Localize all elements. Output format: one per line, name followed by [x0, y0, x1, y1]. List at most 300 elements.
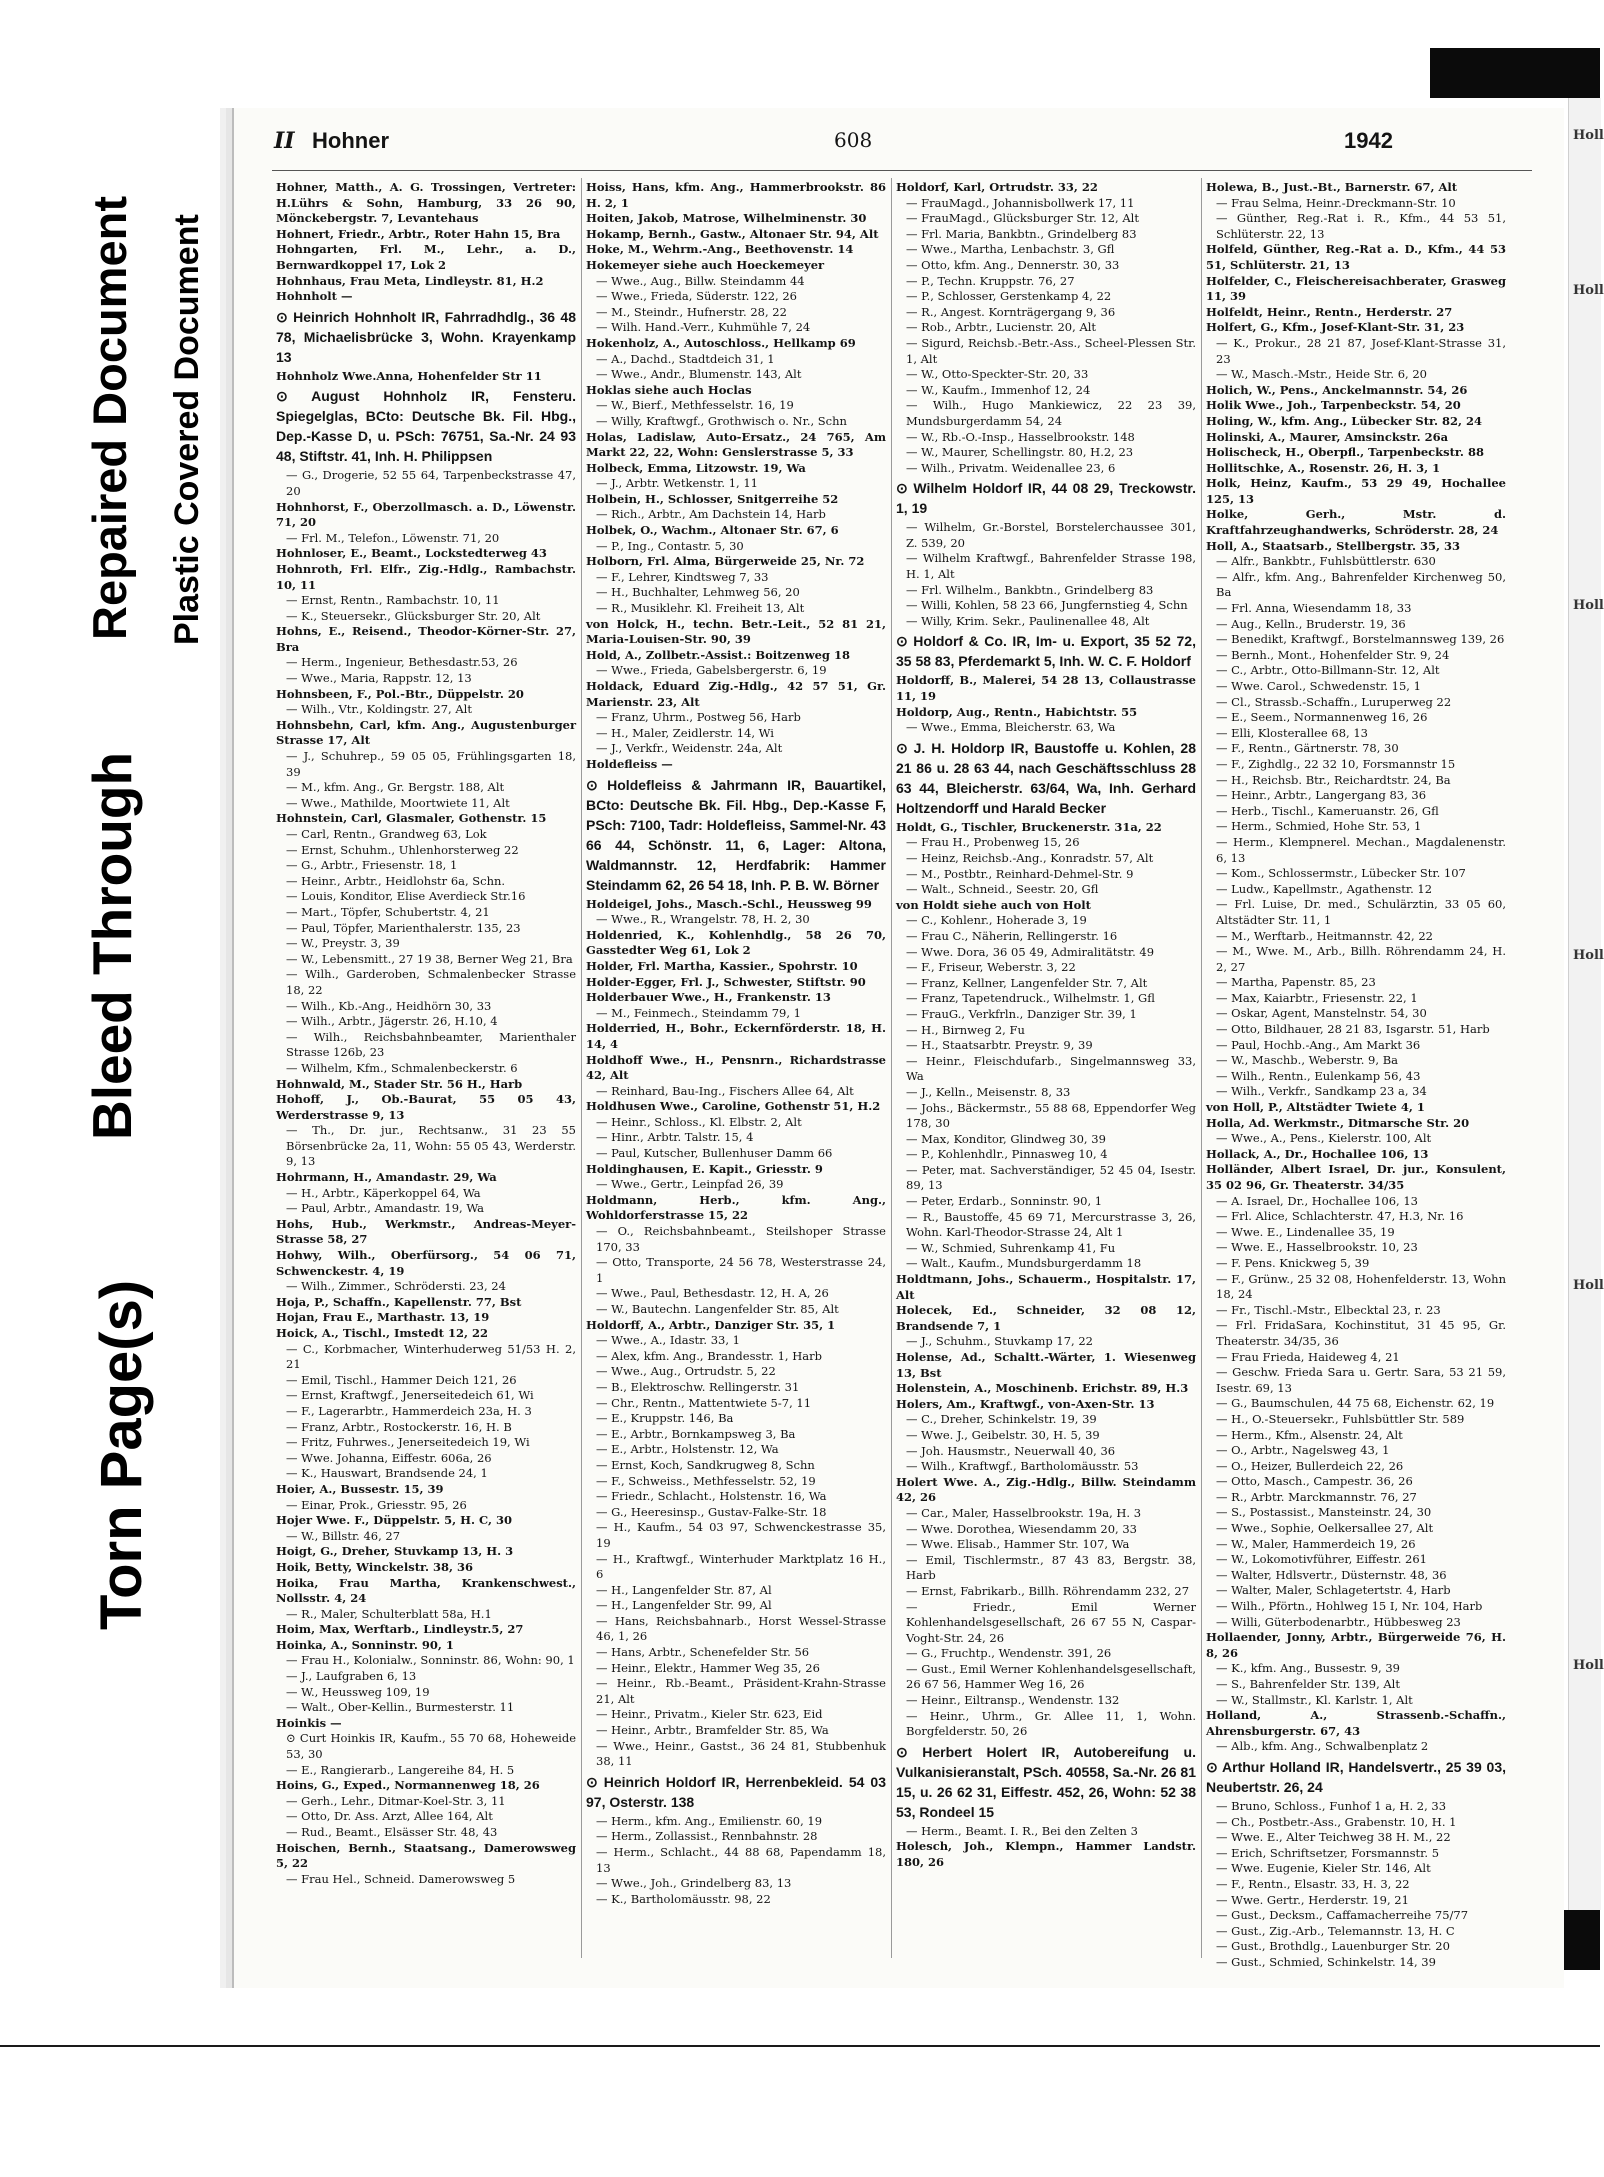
directory-entry: Hohnloser, E., Beamt., Lockstedterweg 43: [276, 546, 547, 561]
directory-entry: — E., Arbtr., Bornkampsweg 3, Ba: [596, 1426, 796, 1441]
directory-entry: — Ernst, Kraftwgf., Jenerseitedeich 61, Wi: [286, 1388, 534, 1403]
business-listing: ⊙ August Hohnholz IR, Fensteru. Spiegelglas, BCto: Deutsche Bk. Fil. Hbg., Dep.-Kasse D, u. PSch: 76751, Sa.-Nr. 24 93 48, Stiftstr. 41, Inh. H. Philippsen: [276, 388, 576, 465]
directory-entry: — Walter, Hdlsvertr., Düsternstr. 48, 36: [1216, 1567, 1447, 1582]
directory-entry: — Peter, mat. Sachverständiger, 52 45 04, Isestr. 89, 13: [906, 1162, 1196, 1193]
directory-entry: — Franz, Arbtr., Rostockerstr. 16, H. B: [286, 1419, 512, 1434]
directory-entry: Holbek, O., Wachm., Altonaer Str. 67, 6: [586, 523, 839, 538]
directory-entry: Holdhusen Wwe., Caroline, Gothenstr 51, H.2: [586, 1099, 881, 1114]
directory-entry: — Walter, Maler, Schlagetertstr. 4, Harb: [1216, 1583, 1451, 1598]
directory-entry: — Wilh., Privatm. Weidenallee 23, 6: [906, 460, 1116, 475]
directory-entry: — M., Feinmech., Steindamm 79, 1: [596, 1005, 801, 1020]
directory-entry: — Frl. Wilhelm., Bankbtn., Grindelberg 83: [906, 582, 1154, 597]
directory-entry: — F., Schweiss., Methfesselstr. 52, 19: [596, 1473, 816, 1488]
directory-entry: — K., Hauswart, Brandsende 24, 1: [286, 1466, 488, 1481]
directory-entry: — Paul, Hochb.-Ang., Am Markt 36: [1216, 1037, 1421, 1052]
directory-entry: — Wilh., Pförtn., Hohlweg 15 I, Nr. 104, Harb: [1216, 1599, 1483, 1614]
directory-entry: — W., Schmied, Suhrenkamp 41, Fu: [906, 1240, 1116, 1255]
directory-entry: — FrauG., Verkfrln., Danziger Str. 39, 1: [906, 1006, 1137, 1021]
directory-entry: — Frau Selma, Heinr.-Dreckmann-Str. 10: [1216, 195, 1456, 210]
directory-entry: — W., Maschb., Weberstr. 9, Ba: [1216, 1053, 1398, 1068]
plastic-covered-stamp: Plastic Covered Document: [168, 214, 206, 645]
directory-entry: — Herm., Schmied, Hohe Str. 53, 1: [1216, 819, 1422, 834]
directory-entry: — J., Schuhm., Stuvkamp 17, 22: [906, 1334, 1093, 1349]
directory-entry: Hohnert, Friedr., Arbtr., Roter Hahn 15, Bra: [276, 226, 561, 241]
directory-entry: Holert Wwe. A., Zig.-Hdlg., Billw. Steindamm 42, 26: [896, 1474, 1196, 1505]
directory-entry: Hohnsbehn, Carl, kfm. Ang., Augustenburger Strasse 17, Alt: [276, 717, 576, 748]
directory-entry: — Peter, Erdarb., Sonninstr. 90, 1: [906, 1194, 1103, 1209]
scan-corner-mark: [1430, 48, 1600, 98]
directory-entry: — Alex, kfm. Ang., Brandesstr. 1, Harb: [596, 1348, 822, 1363]
directory-entry: von Holck, H., techn. Betr.-Leit., 52 81 21, Maria-Louisen-Str. 90, 39: [586, 616, 886, 647]
directory-entry: Holder-Egger, Frl. J., Schwester, Stiftstr. 90: [586, 974, 866, 989]
directory-entry: Holfeld, Günther, Reg.-Rat a. D., Kfm., 44 53 51, Schlüterstr. 21, 13: [1206, 242, 1506, 272]
business-listing: ⊙ Holdorf & Co. IR, Im- u. Export, 35 52 72, 35 58 83, Pferdemarkt 5, Inh. W. C. F. Holdorf: [896, 633, 1196, 670]
directory-entry: — Herm., Zollassist., Rennbahnstr. 28: [596, 1829, 818, 1844]
directory-entry: — S., Postassist., Mansteinstr. 24, 30: [1216, 1505, 1432, 1520]
directory-entry: — Herm., Ingenieur, Bethesdastr.53, 26: [286, 655, 518, 670]
directory-entry: Hohoff, J., Ob.-Baurat, 55 05 43, Werderstrasse 9, 13: [276, 1092, 576, 1122]
directory-entry: — Ernst, Fabrikarb., Billh. Röhrendamm 232, 27: [906, 1583, 1190, 1598]
directory-entry: — Johs., Bäckermstr., 55 88 68, Eppendorfer Weg 178, 30: [906, 1100, 1196, 1131]
directory-entry: — Mart., Töpfer, Schubertstr. 4, 21: [286, 904, 490, 919]
directory-entry: — Willi, Kohlen, 58 23 66, Jungfernstieg 4, Schn: [906, 598, 1188, 613]
directory-entry: Hojer Wwe. F., Düppelstr. 5, H. C, 30: [276, 1513, 512, 1528]
header-year: 1942: [1344, 128, 1393, 153]
directory-entry: — Max, Konditor, Glindweg 30, 39: [906, 1131, 1106, 1146]
adjacent-page-fragment: Holl: [1573, 128, 1604, 143]
directory-entry: — R., Musiklehr. Kl. Freiheit 13, Alt: [596, 601, 805, 616]
directory-entry: — Rob., Arbtr., Lucienstr. 20, Alt: [906, 320, 1097, 335]
directory-entry: Hokenholz, A., Autoschloss., Hellkamp 69: [586, 335, 856, 350]
directory-entry: — Frl. Luise, Dr. med., Schulärztin, 33 05 60, Altstädter Str. 11, 1: [1216, 897, 1506, 927]
directory-entry: Holdorf, Karl, Ortrudstr. 33, 22: [896, 180, 1098, 194]
directory-entry: — Erich, Schriftsetzer, Forsmannstr. 5: [1216, 1845, 1440, 1860]
directory-entry: Hoik, Betty, Winckelstr. 38, 36: [276, 1559, 474, 1574]
directory-entry: Holbeck, Emma, Litzowstr. 19, Wa: [586, 460, 806, 475]
business-listing: ⊙ Herbert Holert IR, Autobereifung u. Vulkanisieranstalt, PSch. 40558, Sa.-Nr. 26 81 15, u. 26 62 31, Eiffestr. 452, 26, Wohn: 52 38 53, Rondeel 15: [896, 1743, 1196, 1820]
directory-column-3: [896, 180, 1196, 1960]
directory-entry: — Paul, Töpfer, Marienthalerstr. 135, 23: [286, 920, 521, 935]
directory-entry: — F., Grünw., 25 32 08, Hohenfelderstr. 13, Wohn 18, 24: [1216, 1271, 1506, 1302]
adjacent-page-fragment: Holl: [1573, 948, 1604, 963]
directory-entry: — Wwe., Mathilde, Moortwiete 11, Alt: [286, 795, 510, 810]
directory-entry: — Wwe., Frieda, Gabelsbergerstr. 6, 19: [596, 663, 827, 678]
directory-entry: Holas, Ladislaw, Auto-Ersatz., 24 765, Am Markt 22, 22, Wohn: Genslerstrasse 5, 33: [586, 429, 886, 460]
directory-entry: Holdack, Eduard Zig.-Hdlg., 42 57 51, Gr. Marienstr. 23, Alt: [586, 679, 886, 709]
directory-entry: — Wwe., Joh., Grindelberg 83, 13: [596, 1876, 792, 1891]
directory-entry: — Wilh., Arbtr., Jägerstr. 26, H.10, 4: [286, 1014, 498, 1029]
directory-entry: von Holl, P., Altstädter Twiete 4, 1: [1206, 1100, 1425, 1115]
directory-entry: — H., Langenfelder Str. 87, Al: [596, 1582, 772, 1597]
column-divider: [581, 178, 582, 1958]
directory-entry: — Wilh. Hand.-Verr., Kuhmühle 7, 24: [596, 320, 811, 335]
directory-entry: — Otto, Dr. Ass. Arzt, Allee 164, Alt: [286, 1809, 493, 1824]
directory-entry: — S., Bahrenfelder Str. 139, Alt: [1216, 1677, 1400, 1691]
directory-entry: Holense, Ad., Schaltt.-Wärter, 1. Wiesenweg 13, Bst: [896, 1350, 1196, 1380]
directory-entry: — Herm., Kfm., Alsenstr. 24, Alt: [1216, 1427, 1403, 1442]
directory-entry: — Heinr., Arbtr., Langergang 83, 36: [1216, 788, 1427, 803]
directory-entry: — Walt., Ober-Kellin., Burmesterstr. 11: [286, 1700, 515, 1715]
directory-entry: — Frau H., Kolonialw., Sonninstr. 86, Wohn: 90, 1: [286, 1653, 575, 1668]
directory-entry: — Carl, Rentn., Grandweg 63, Lok: [286, 827, 487, 841]
directory-entry: — Wilh., Hugo Mankiewicz, 22 23 39, Mundsburgerdamm 54, 24: [906, 398, 1196, 428]
directory-entry: — Louis, Konditor, Elise Averdieck Str.16: [286, 889, 526, 904]
directory-entry: — O., Arbtr., Nagelsweg 43, 1: [1216, 1443, 1390, 1458]
directory-entry: — J., Kelln., Meisenstr. 8, 33: [906, 1084, 1071, 1099]
directory-entry: — Willy, Krim. Sekr., Paulinenallee 48, Alt: [906, 613, 1150, 628]
directory-entry: — Paul, Kutscher, Bullenhuser Damm 66: [596, 1146, 833, 1161]
directory-entry: Hoim, Max, Werftarb., Lindleystr.5, 27: [276, 1622, 524, 1637]
directory-entry: — Wwe., Frieda, Süderstr. 122, 26: [596, 289, 797, 304]
directory-entry: — M., Werftarb., Heitmannstr. 42, 22: [1216, 928, 1433, 943]
directory-entry: — Wwe. Carol., Schwedenstr. 15, 1: [1216, 679, 1421, 693]
business-listing: ⊙ Heinrich Hohnholt IR, Fahrradhdlg., 36 48 78, Michaelisbrücke 3, Wohn. Krayenkamp 13: [276, 308, 576, 365]
directory-entry: Holder, Frl. Martha, Kassier., Spohrstr. 10: [586, 958, 858, 973]
directory-entry: — Rich., Arbtr., Am Dachstein 14, Harb: [596, 507, 826, 522]
directory-entry: — Fritz, Fuhrwes., Jenerseitedeich 19, Wi: [286, 1435, 530, 1450]
directory-entry: Hoier, A., Bussestr. 15, 39: [276, 1481, 444, 1496]
directory-entry: — Gust., Decksm., Caffamacherreihe 75/77: [1216, 1908, 1469, 1923]
directory-entry: — Otto, kfm. Ang., Dennerstr. 30, 33: [906, 257, 1120, 272]
directory-entry: — E., Seem., Normannenweg 16, 26: [1216, 710, 1428, 725]
directory-entry: — W., Stallmstr., Kl. Karlstr. 1, Alt: [1216, 1692, 1413, 1707]
adjacent-page-fragment: Holl: [1573, 1278, 1604, 1293]
directory-entry: Holecek, Ed., Schneider, 32 08 12, Brandsende 7, 1: [896, 1303, 1196, 1333]
bleed-through-stamp: Bleed Through: [81, 751, 143, 1140]
directory-entry: — E., Arbtr., Holstenstr. 12, Wa: [596, 1442, 779, 1457]
directory-entry: — Hinr., Arbtr. Talstr. 15, 4: [596, 1130, 754, 1145]
directory-entry: — M., Steindr., Hufnerstr. 28, 22: [596, 304, 787, 319]
adjacent-page-fragment: Holl: [1573, 598, 1604, 613]
directory-entry: — Alfr., Bankbtr., Fuhlsbüttlerstr. 630: [1216, 554, 1436, 569]
directory-entry: — Reinhard, Bau-Ing., Fischers Allee 64, Alt: [596, 1083, 854, 1098]
directory-entry: Holdmann, Herb., kfm. Ang., Wohldorferstrasse 15, 22: [586, 1192, 886, 1223]
directory-entry: — Wilh., Zimmer., Schrödersti. 23, 24: [286, 1279, 506, 1294]
directory-entry: — K., Steuersekr., Glücksburger Str. 20, Alt: [286, 608, 541, 623]
directory-column-2: [586, 180, 886, 1960]
directory-entry: — W., Rb.-O.-Insp., Hasselbrookstr. 148: [906, 429, 1135, 444]
directory-entry: — Herb., Tischl., Kameruanstr. 26, Gfl: [1216, 803, 1439, 818]
directory-entry: — Cl., Strassb.-Schaffn., Luruperweg 22: [1216, 694, 1452, 709]
directory-entry: — Wilhelm, Kfm., Schmalenbeckerstr. 6: [286, 1060, 518, 1075]
directory-entry: Hohnhorst, F., Oberzollmasch. a. D., Löwenstr. 71, 20: [276, 499, 576, 530]
directory-entry: — R., Baustoffe, 45 69 71, Mercurstrasse 3, 26, Wohn. Karl-Theodor-Strasse 24, Alt 1: [906, 1209, 1196, 1240]
business-listing: ⊙ Arthur Holland IR, Handelsvertr., 25 39 03, Neubertstr. 26, 24: [1206, 1758, 1506, 1795]
directory-entry: Hoke, M., Wehrm.-Ang., Beethovenstr. 14: [586, 242, 854, 257]
directory-entry: — W., Otto-Speckter-Str. 20, 33: [906, 367, 1089, 382]
directory-entry: — Wwe., Maria, Rappstr. 12, 13: [286, 671, 472, 686]
directory-entry: — Heinr., Fleischdufarb., Singelmannsweg 33, Wa: [906, 1053, 1196, 1084]
directory-entry: Hojan, Frau E., Marthastr. 13, 19: [276, 1310, 490, 1325]
directory-entry: — W., Heussweg 109, 19: [286, 1684, 430, 1699]
directory-entry: ⊙ Curt Hoinkis IR, Kaufm., 55 70 68, Hoheweide 53, 30: [286, 1731, 576, 1762]
directory-entry: — Fr., Tischl.-Mstr., Elbecktal 23, r. 23: [1216, 1302, 1441, 1317]
directory-entry: Hohs, Hub., Werkmstr., Andreas-Meyer-Strasse 58, 27: [276, 1216, 576, 1247]
directory-entry: — W., Lebensmitt., 27 19 38, Berner Weg 21, Bra: [286, 951, 573, 966]
directory-entry: — Frl. M., Telefon., Löwenstr. 71, 20: [286, 530, 500, 545]
directory-entry: Hollack, A., Dr., Hochallee 106, 13: [1206, 1146, 1429, 1161]
directory-entry: — H., Kraftwgf., Winterhuder Marktplatz 16 H., 6: [596, 1551, 886, 1582]
directory-entry: Hollitschke, A., Rosenstr. 26, H. 3, 1: [1206, 460, 1441, 475]
directory-entry: Holdefleiss —: [586, 756, 673, 771]
directory-entry: — Wwe. Dorothea, Wiesendamm 20, 33: [906, 1521, 1137, 1536]
directory-entry: Holdhoff Wwe., H., Pensnrn., Richardstrasse 42, Alt: [586, 1052, 886, 1083]
directory-entry: — Hans, Arbtr., Schenefelder Str. 56: [596, 1645, 810, 1660]
column-divider: [1201, 178, 1202, 1958]
directory-entry: — H., Buchhalter, Lehmweg 56, 20: [596, 585, 800, 600]
directory-entry: — Frl. Alice, Schlachterstr. 47, H.3, Nr. 16: [1216, 1209, 1464, 1224]
directory-entry: — Wilh., Vtr., Koldingstr. 27, Alt: [286, 702, 472, 717]
directory-entry: — Wwe. Dora, 36 05 49, Admiralitätstr. 49: [906, 944, 1155, 959]
directory-entry: — Wwe. Eugenie, Kieler Str. 146, Alt: [1216, 1861, 1431, 1876]
directory-entry: — Wilhelm, Gr.-Borstel, Borstelerchaussee 301, Z. 539, 20: [906, 520, 1196, 550]
directory-entry: Hoklas siehe auch Hoclas: [586, 382, 752, 397]
directory-entry: — M., kfm. Ang., Gr. Bergstr. 188, Alt: [286, 780, 505, 795]
directory-entry: — F., Rentn., Gärtnerstr. 78, 30: [1216, 741, 1399, 756]
directory-entry: — J., Laufgraben 6, 13: [286, 1669, 417, 1684]
directory-entry: — FrauMagd., Johannisbollwerk 17, 11: [906, 195, 1135, 210]
directory-entry: — Heinr., Privatm., Kieler Str. 623, Eid: [596, 1707, 823, 1722]
directory-entry: Hoinkis —: [276, 1715, 342, 1730]
directory-entry: — F. Pens. Knickweg 5, 39: [1216, 1255, 1370, 1270]
directory-entry: — F., Lagerarbtr., Hammerdeich 23a, H. 3: [286, 1403, 532, 1418]
scan-bottom-rule: [0, 2045, 1600, 2047]
directory-entry: — P., Techn. Kruppstr. 76, 27: [906, 273, 1075, 288]
directory-entry: Hoick, A., Tischl., Imstedt 12, 22: [276, 1326, 488, 1340]
directory-entry: Hoins, G., Exped., Normannenweg 18, 26: [276, 1778, 540, 1793]
header-name: Hohner: [312, 128, 389, 153]
directory-entry: Holfelder, C., Fleischereisachberater, Grasweg 11, 39: [1206, 273, 1506, 304]
directory-entry: — R., Angest. Kornträgergang 9, 36: [906, 304, 1116, 319]
directory-entry: Holdorff, A., Arbtr., Danziger Str. 35, 1: [586, 1317, 836, 1332]
directory-entry: — C., Korbmacher, Winterhuderweg 51/53 H. 2, 21: [286, 1341, 576, 1372]
directory-entry: — Otto, Transporte, 24 56 78, Westerstrasse 24, 1: [596, 1255, 886, 1285]
directory-entry: — Heinr., Elektr., Hammer Weg 35, 26: [596, 1660, 820, 1675]
directory-entry: Holbein, H., Schlosser, Snitgerreihe 52: [586, 491, 839, 506]
directory-entry: — W., Maurer, Schellingstr. 80, H.2, 23: [906, 445, 1134, 460]
directory-entry: — Gust., Zig.-Arb., Telemannstr. 13, H. C: [1216, 1923, 1455, 1938]
directory-entry: — Wwe., Heinr., Gastst., 36 24 81, Stubbenhuk 38, 11: [596, 1738, 886, 1769]
directory-page: [232, 108, 1564, 1988]
directory-entry: — Gust., Emil Werner Kohlenhandelsgesellschaft, 26 67 56, Hammer Weg 16, 26: [906, 1661, 1196, 1692]
directory-entry: — H., Birnweg 2, Fu: [906, 1022, 1025, 1037]
directory-entry: — Bruno, Schloss., Funhof 1 a, H. 2, 33: [1216, 1798, 1447, 1813]
directory-entry: Hoika, Frau Martha, Krankenschwest., Nollsstr. 4, 24: [276, 1575, 576, 1606]
directory-entry: — A. Israel, Dr., Hochallee 106, 13: [1216, 1193, 1418, 1208]
directory-entry: — Heinr., Rb.-Beamt., Präsident-Krahn-Strasse 21, Alt: [596, 1676, 886, 1706]
directory-entry: — P., Ing., Contastr. 5, 30: [596, 538, 744, 553]
directory-entry: — W., Preystr. 3, 39: [286, 936, 400, 951]
directory-entry: Holderried, H., Bohr., Eckernförderstr. 18, H. 14, 4: [586, 1021, 886, 1051]
directory-entry: — Wwe., Emma, Bleicherstr. 63, Wa: [906, 720, 1116, 735]
scan-top-margin: [0, 0, 1600, 48]
directory-entry: Hohnstein, Carl, Glasmaler, Gothenstr. 15: [276, 811, 547, 826]
directory-entry: — R., Maler, Schulterblatt 58a, H.1: [286, 1606, 492, 1621]
directory-entry: — Bernh., Mont., Hohenfelder Str. 9, 24: [1216, 647, 1450, 662]
directory-entry: Holland, A., Strassenb.-Schaffn., Ahrensburgerstr. 67, 43: [1206, 1708, 1506, 1738]
directory-entry: — G., Baumschulen, 44 75 68, Eichenstr. 62, 19: [1216, 1396, 1495, 1411]
directory-entry: Holik Wwe., Joh., Tarpenbeckstr. 54, 20: [1206, 398, 1461, 413]
directory-entry: — Heinr., Schloss., Kl. Elbstr. 2, Alt: [596, 1114, 802, 1129]
directory-entry: — F., Lehrer, Kindtsweg 7, 33: [596, 569, 769, 584]
directory-entry: — Frau H., Probenweg 15, 26: [906, 835, 1080, 850]
directory-entry: Holl, A., Staatsarb., Stellbergstr. 35, 33: [1206, 538, 1461, 553]
directory-entry: Hohngarten, Frl. M., Lehr., a. D., Bernwardkoppel 17, Lok 2: [276, 242, 576, 272]
directory-entry: — Wwe., Aug., Ortrudstr. 5, 22: [596, 1364, 776, 1379]
directory-entry: — E., Kruppstr. 146, Ba: [596, 1411, 734, 1426]
directory-entry: — Alb., kfm. Ang., Schwalbenplatz 2: [1216, 1739, 1429, 1754]
directory-entry: — Gerh., Lehr., Ditmar-Koel-Str. 3, 11: [286, 1793, 506, 1808]
directory-entry: — Franz, Tapetendruck., Wilhelmstr. 1, Gfl: [906, 991, 1155, 1006]
directory-entry: Holdorp, Aug., Rentn., Habichtstr. 55: [896, 704, 1138, 719]
directory-entry: — W., Maler, Hammerdeich 19, 26: [1216, 1536, 1416, 1551]
directory-entry: — J., Schuhrep., 59 05 05, Frühlingsgarten 18, 39: [286, 749, 576, 779]
header-rule: [272, 170, 1532, 171]
directory-entry: — Wwe., Sophie, Oelkersallee 27, Alt: [1216, 1521, 1434, 1536]
directory-entry: — Herm., Beamt. I. R., Bei den Zelten 3: [906, 1823, 1138, 1838]
directory-entry: — Sigurd, Reichsb.-Betr.-Ass., Scheel-Plessen Str. 1, Alt: [906, 335, 1196, 366]
directory-entry: — Paul, Arbtr., Amandastr. 19, Wa: [286, 1201, 484, 1216]
directory-entry: Holfeldt, Heinr., Rentn., Herderstr. 27: [1206, 304, 1453, 319]
directory-entry: — Walt., Kaufm., Mundsburgerdamm 18: [906, 1256, 1142, 1271]
directory-entry: — H., O.-Steuersekr., Fuhlsbüttler Str. 589: [1216, 1411, 1465, 1426]
directory-entry: — Car., Maler, Hasselbrookstr. 19a, H. 3: [906, 1505, 1142, 1520]
directory-entry: — C., Dreher, Schinkelstr. 19, 39: [906, 1412, 1097, 1427]
directory-entry: Hohner, Matth., A. G. Trossingen, Vertreter: H.Lührs & Sohn, Hamburg, 33 26 90, Mönckebergstr. 7, Levantehaus: [276, 180, 576, 226]
business-listing: ⊙ Holdefleiss & Jahrmann IR, Bauartikel, BCto: Deutsche Bk. Fil. Hbg., Dep.-Kasse F, PSch: 7100, Tadr: Holdefleiss, Sammel-Nr. 43 66 44, Schönstr. 11, 6, Lager: Altona, Waldmannstr. 12, Herdfabrik: Hammer Steindamm 62, 26 54 18, Inh. P. B. W. Börner: [586, 776, 886, 893]
directory-entry: Holinski, A., Maurer, Amsinckstr. 26a: [1206, 429, 1449, 444]
directory-entry: — Heinr., Eiltransp., Wendenstr. 132: [906, 1693, 1120, 1708]
directory-entry: — Emil, Tischlermstr., 87 43 83, Bergstr. 38, Harb: [906, 1552, 1196, 1583]
directory-entry: — H., Kaufm., 54 03 97, Schwenckestrasse 35, 19: [596, 1520, 886, 1550]
directory-entry: — R., Arbtr. Marckmannstr. 76, 27: [1216, 1489, 1417, 1504]
directory-entry: Holers, Am., Kraftwgf., von-Axen-Str. 13: [896, 1396, 1155, 1411]
directory-entry: Hollaender, Jonny, Arbtr., Bürgerweide 76, H. 8, 26: [1206, 1630, 1506, 1660]
directory-entry: — FrauMagd., Glücksburger Str. 12, Alt: [906, 211, 1139, 226]
directory-entry: — Willi, Güterbodenarbtr., Hübbesweg 23: [1216, 1614, 1461, 1629]
directory-entry: — C., Kohlenr., Hoherade 3, 19: [906, 913, 1087, 928]
directory-entry: Holdtmann, Johs., Schauerm., Hospitalstr. 17, Alt: [896, 1272, 1196, 1302]
directory-column-1: [276, 180, 576, 1960]
directory-entry: — Geschw. Frieda Sara u. Gertr. Sara, 53 21 59, Isestr. 69, 13: [1216, 1365, 1506, 1395]
directory-entry: — O., Reichsbahnbeamt., Steilshoper Strasse 170, 33: [596, 1224, 886, 1254]
directory-entry: — G., Drogerie, 52 55 64, Tarpenbeckstrasse 47, 20: [286, 468, 576, 498]
directory-entry: Holich, W., Pens., Anckelmannstr. 54, 26: [1206, 382, 1468, 397]
directory-entry: — W., Masch.-Mstr., Heide Str. 6, 20: [1216, 367, 1427, 382]
directory-entry: — F., Friseur, Weberstr. 3, 22: [906, 960, 1076, 975]
directory-entry: — K., Bartholomäusstr. 98, 22: [596, 1891, 771, 1906]
directory-entry: — W., Kaufm., Immenhof 12, 24: [906, 382, 1091, 397]
directory-entry: — Wwe., Gertr., Leinpfad 26, 39: [596, 1177, 784, 1192]
directory-entry: — Frau Frieda, Haideweg 4, 21: [1216, 1349, 1400, 1364]
directory-entry: — K., Prokur., 28 21 87, Josef-Klant-Strasse 31, 23: [1216, 335, 1506, 366]
column-divider: [891, 178, 892, 1958]
directory-entry: Hohnsbeen, F., Pol.-Btr., Düppelstr. 20: [276, 686, 524, 701]
directory-entry: — Heinz, Reichsb.-Ang., Konradstr. 57, Alt: [906, 851, 1154, 865]
directory-entry: — Franz, Kellner, Langenfelder Str. 7, Alt: [906, 975, 1148, 990]
directory-entry: Hohwy, Wilh., Oberfürsorg., 54 06 71, Schwenckestr. 4, 19: [276, 1248, 576, 1278]
directory-entry: Holenstein, A., Moschinenb. Erichstr. 89, H.3: [896, 1381, 1189, 1396]
directory-entry: — Wwe. E., Lindenallee 35, 19: [1216, 1224, 1395, 1239]
directory-entry: Holesch, Joh., Klempn., Hammer Landstr. 180, 26: [896, 1839, 1196, 1870]
directory-entry: — Elli, Klosterallee 68, 13: [1216, 725, 1368, 740]
business-listing: ⊙ Heinrich Holdorf IR, Herrenbekleid. 54 03 97, Osterstr. 138: [586, 1773, 886, 1810]
directory-entry: — Wwe. E., Hasselbrookstr. 10, 23: [1216, 1240, 1418, 1255]
directory-entry: — W., Bautechn. Langenfelder Str. 85, Alt: [596, 1302, 839, 1316]
torn-pages-stamp: Torn Page(s): [89, 1279, 154, 1630]
directory-entry: Hohnholz Wwe.Anna, Hohenfelder Str 11: [276, 368, 542, 383]
directory-entry: — G., Arbtr., Friesenstr. 18, 1: [286, 858, 458, 873]
directory-entry: — Gust., Brothdlg., Lauenburger Str. 20: [1216, 1939, 1450, 1954]
directory-entry: — Günther, Reg.-Rat i. R., Kfm., 44 53 51, Schlüterstr. 22, 13: [1216, 211, 1506, 241]
directory-entry: — Wilh., Kraftwgf., Bartholomäusstr. 53: [906, 1459, 1139, 1474]
adjacent-page-edge: [1568, 98, 1604, 1910]
directory-entry: — K., kfm. Ang., Bussestr. 9, 39: [1216, 1661, 1400, 1676]
directory-entry: — Frl. FridaSara, Kochinstitut, 31 45 95, Gr. Theaterstr. 34/35, 36: [1216, 1318, 1506, 1348]
directory-entry: — Wwe., Andr., Blumenstr. 143, Alt: [596, 367, 802, 382]
directory-entry: — Ernst, Koch, Sandkrugweg 8, Schn: [596, 1457, 815, 1472]
repaired-document-stamp: Repaired Document: [83, 196, 136, 640]
directory-entry: — Gust., Schmied, Schinkelstr. 14, 39: [1216, 1954, 1436, 1969]
directory-entry: — Walt., Schneid., Seestr. 20, Gfl: [906, 882, 1099, 897]
directory-entry: — Frl. Maria, Bankbtn., Grindelberg 83: [906, 226, 1137, 241]
directory-entry: Hohns, E., Reisend., Theodor-Körner-Str. 27, Bra: [276, 624, 576, 654]
directory-entry: — Einar, Prok., Griesstr. 95, 26: [286, 1497, 467, 1512]
directory-entry: Holdorff, B., Malerei, 54 28 13, Collaustrasse 11, 19: [896, 673, 1196, 704]
directory-entry: — H., Arbtr., Käperkoppel 64, Wa: [286, 1185, 481, 1200]
directory-entry: — H., Langenfelder Str. 99, Al: [596, 1598, 772, 1613]
directory-entry: — Heinr., Arbtr., Bramfelder Str. 85, Wa: [596, 1723, 829, 1738]
directory-entry: — Wilh., Garderoben, Schmalenbecker Strasse 18, 22: [286, 967, 576, 997]
directory-entry: — E., Rangierarb., Langereihe 84, H. 5: [286, 1762, 515, 1777]
directory-entry: — Ludw., Kapellmstr., Agathenstr. 12: [1216, 881, 1433, 896]
directory-entry: — Alfr., kfm. Ang., Bahrenfelder Kirchenweg 50, Ba: [1216, 569, 1506, 600]
directory-entry: — Rud., Beamt., Elsässer Str. 48, 43: [286, 1825, 498, 1839]
directory-entry: — O., Heizer, Bullerdeich 22, 26: [1216, 1458, 1404, 1473]
directory-entry: — Hans, Reichsbahnarb., Horst Wessel-Strasse 46, 1, 26: [596, 1613, 886, 1644]
directory-entry: — Wwe., Martha, Lenbachstr. 3, Gfl: [906, 242, 1115, 257]
directory-entry: Hohrmann, H., Amandastr. 29, Wa: [276, 1170, 497, 1185]
directory-entry: — Joh. Hausmstr., Neuerwall 40, 36: [906, 1443, 1116, 1458]
directory-entry: — Wilh., Reichsbahnbeamter, Marienthaler Strasse 126b, 23: [286, 1029, 576, 1060]
directory-entry: — Martha, Papenstr. 85, 23: [1216, 975, 1376, 990]
directory-entry: Hoiss, Hans, kfm. Ang., Hammerbrookstr. 86 H. 2, 1: [586, 180, 886, 210]
directory-entry: — Frau Hel., Schneid. Damerowsweg 5: [286, 1871, 516, 1886]
directory-column-4: [1206, 180, 1506, 1969]
directory-entry: Holdeigel, Johs., Masch.-Schl., Heussweg 99: [586, 896, 872, 911]
directory-entry: — Benedikt, Kraftwgf., Borstelmannsweg 139, 26: [1216, 632, 1505, 647]
directory-entry: — Herm., Klempnerel. Mechan., Magdalenenstr. 6, 13: [1216, 834, 1506, 865]
directory-entry: — Wwe., R., Wrangelstr. 78, H. 2, 30: [596, 912, 810, 927]
directory-entry: Hold, A., Zollbetr.-Assist.: Boitzenweg 18: [586, 647, 850, 662]
directory-entry: Holdenried, K., Kohlenhdlg., 58 26 70, Gasstedter Weg 61, Lok 2: [586, 927, 886, 958]
directory-entry: — G., Heeresinsp., Gustav-Falke-Str. 18: [596, 1504, 827, 1519]
directory-entry: — Wwe. Johanna, Eiffestr. 606a, 26: [286, 1450, 492, 1465]
directory-entry: — Wilh., Kb.-Ang., Heidhörn 30, 33: [286, 998, 492, 1013]
directory-entry: — Aug., Kelln., Bruderstr. 19, 36: [1216, 616, 1406, 631]
directory-entry: — Herm., kfm. Ang., Emilienstr. 60, 19: [596, 1813, 823, 1828]
adjacent-page-fragment: Holl: [1573, 283, 1604, 298]
directory-entry: Holdinghausen, E. Kapit., Griesstr. 9: [586, 1161, 823, 1176]
directory-entry: — Wwe. E., Alter Teichweg 38 H. M., 22: [1216, 1830, 1451, 1845]
directory-entry: Holla, Ad. Werkmstr., Ditmarsche Str. 20: [1206, 1115, 1470, 1130]
directory-entry: — Ernst, Schuhm., Uhlenhorsterweg 22: [286, 842, 519, 857]
directory-entry: Holk, Heinz, Kaufm., 53 29 49, Hochallee 125, 13: [1206, 476, 1506, 506]
directory-entry: Holischeck, H., Oberpfl., Tarpenbeckstr. 88: [1206, 445, 1484, 460]
directory-entry: Holländer, Albert Israel, Dr. jur., Konsulent, 35 02 96, Gr. Theaterstr. 34/35: [1206, 1162, 1506, 1192]
directory-entry: — Friedr., Schlacht., Holstenstr. 16, Wa: [596, 1489, 827, 1504]
directory-entry: — Franz, Uhrm., Postweg 56, Harb: [596, 710, 801, 725]
